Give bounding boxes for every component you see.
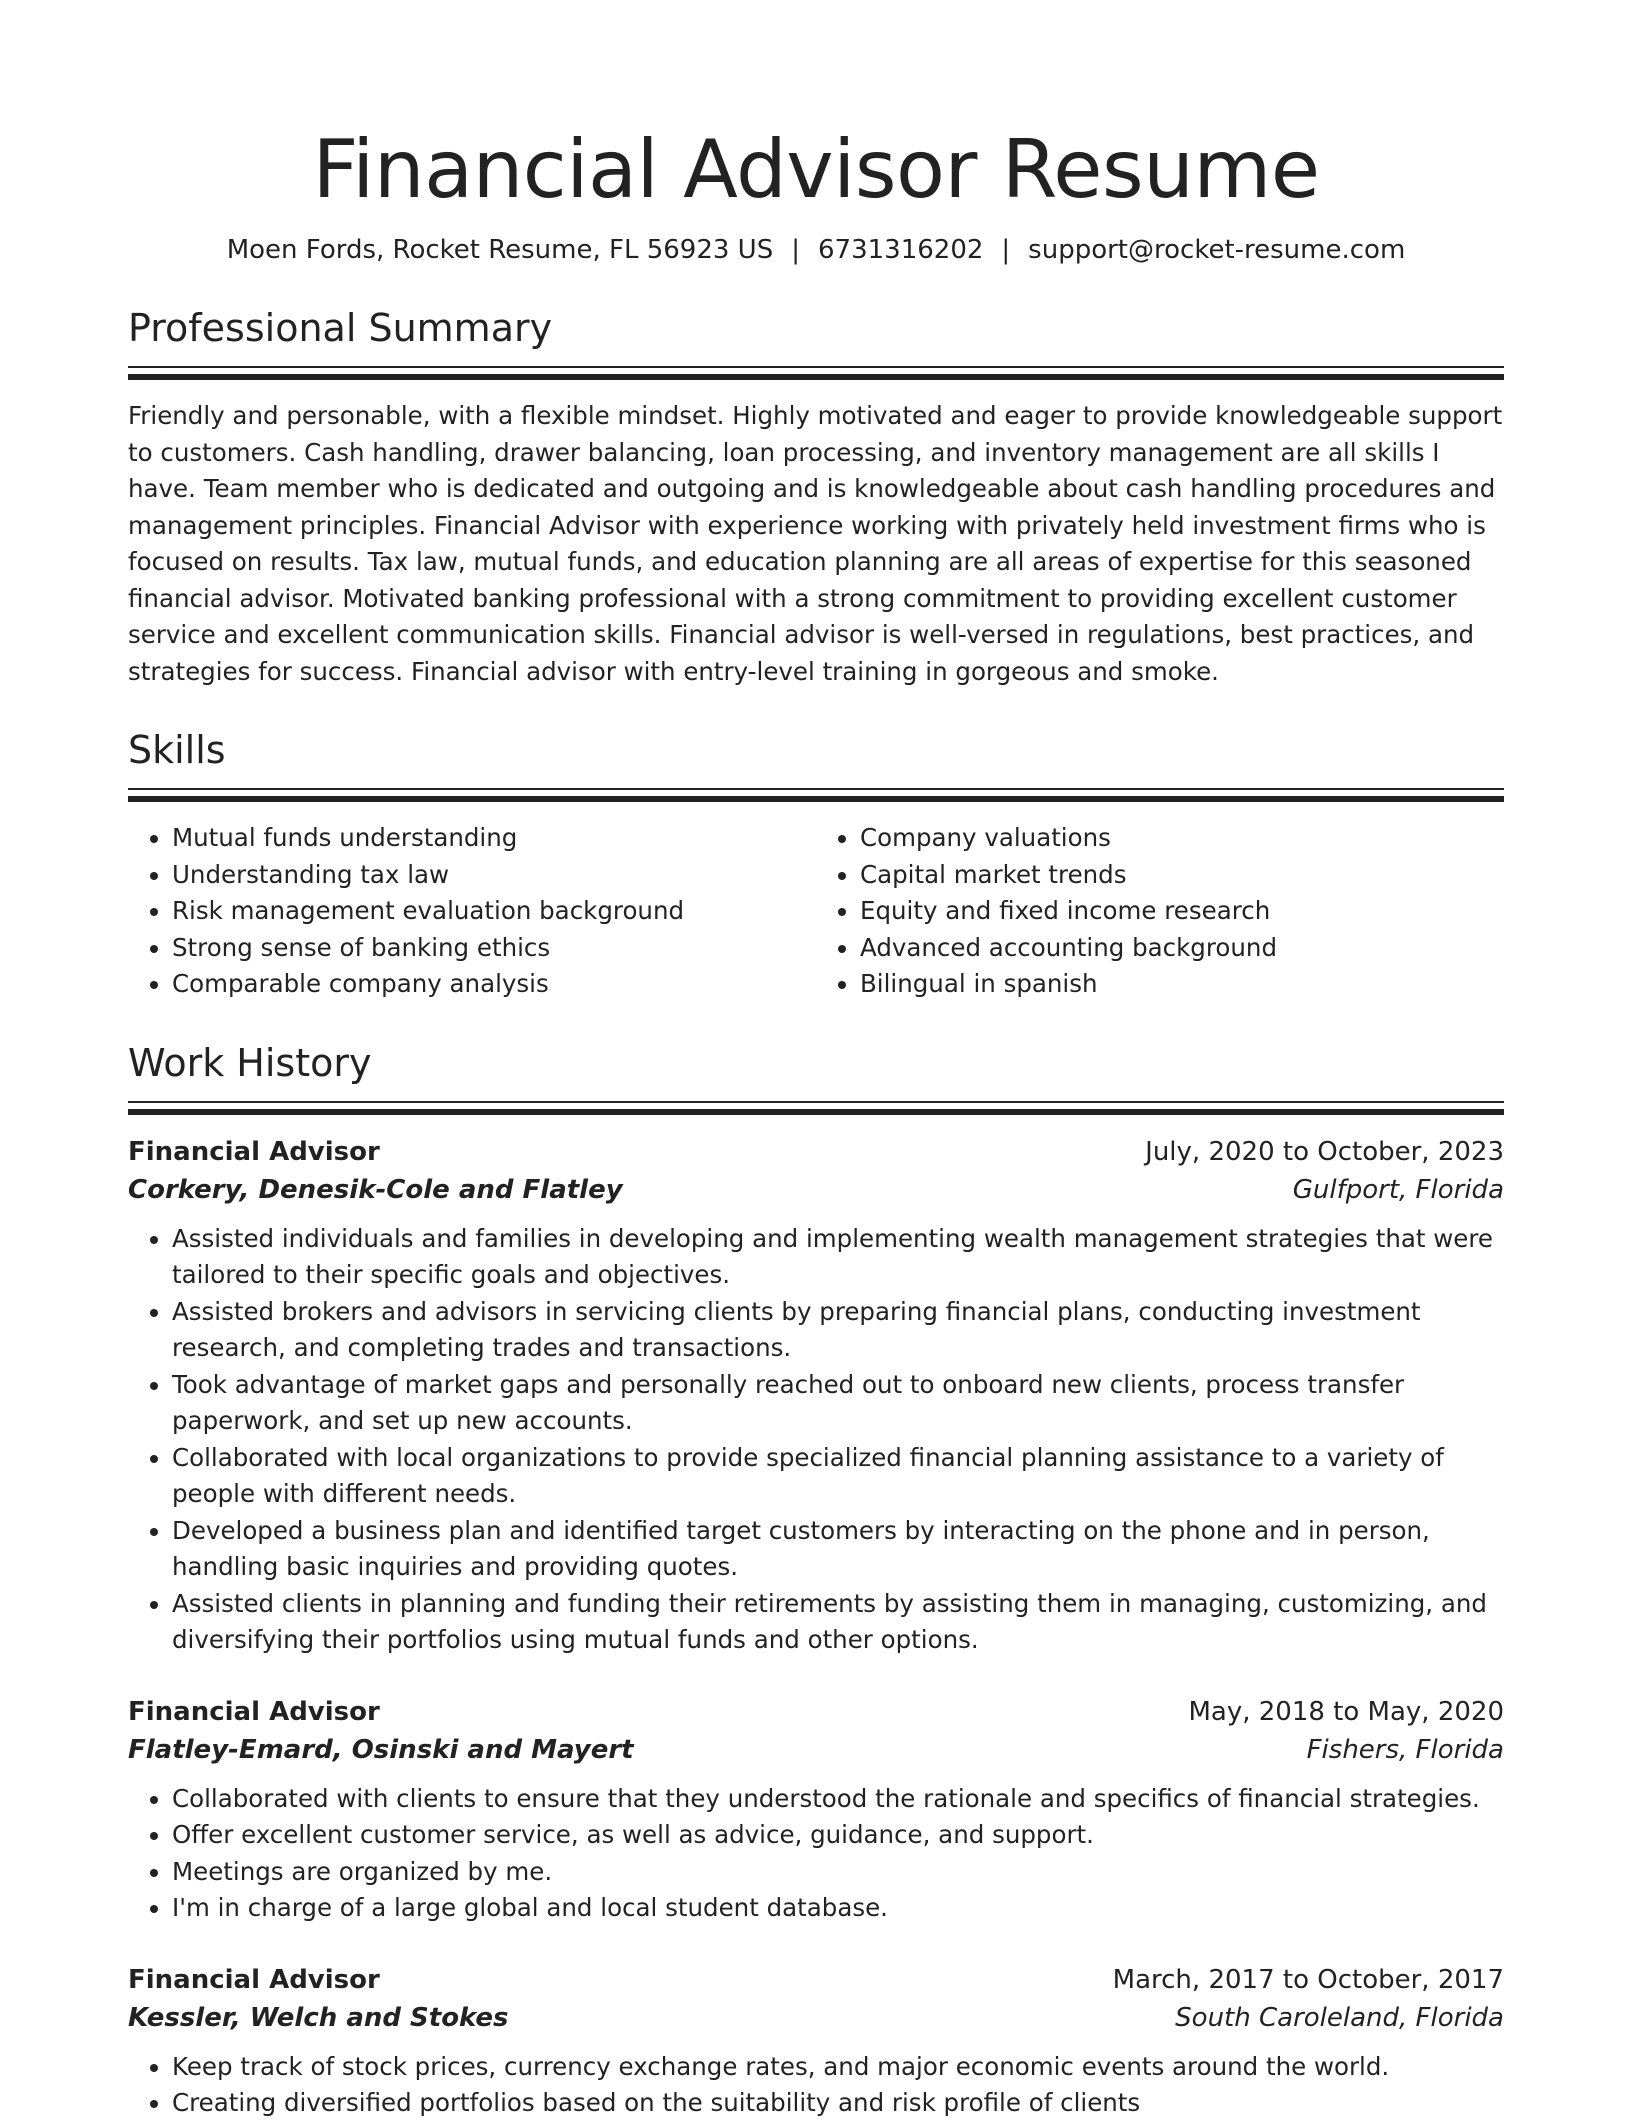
job-duty: • Collaborated with clients to ensure that they understood the rationale and specifics of financial strategies. <box>172 1781 1504 1818</box>
job-dates: July, 2020 to October, 2023 <box>1145 1136 1504 1167</box>
skill-item: • Equity and fixed income research <box>860 893 1504 930</box>
job-dates: March, 2017 to October, 2017 <box>1112 1964 1504 1995</box>
job-title: Financial Advisor <box>128 1696 380 1727</box>
job-company: Flatley-Emard, Osinski and Mayert <box>128 1734 634 1765</box>
job-header <box>128 1961 1504 1999</box>
skills-columns <box>128 820 1504 1003</box>
skills-list-right <box>816 820 1504 1003</box>
contact-address: Moen Fords, Rocket Resume, FL 56923 US <box>226 235 774 265</box>
job-title: Financial Advisor <box>128 1964 380 1995</box>
job-duty: • Assisted individuals and families in developing and implementing wealth management strategies that were tailored to their specific goals and objectives. <box>172 1221 1504 1294</box>
work-history-section <box>128 1039 1504 2122</box>
job-subheader <box>128 1171 1504 1209</box>
job-duty: • Took advantage of market gaps and personally reached out to onboard new clients, process transfer paperwork, and set up new accounts. <box>172 1367 1504 1440</box>
job-entry <box>128 1693 1504 1927</box>
job-header <box>128 1133 1504 1171</box>
section-divider <box>128 1101 1504 1115</box>
section-divider <box>128 788 1504 802</box>
job-duty: • Developed a business plan and identified target customers by interacting on the phone and in person, handling basic inquiries and providing quotes. <box>172 1513 1504 1586</box>
job-duty: • Collaborated with local organizations to provide specialized financial planning assistance to a variety of people with different needs. <box>172 1440 1504 1513</box>
skills-list-left <box>128 820 816 1003</box>
skill-item: • Comparable company analysis <box>172 966 816 1003</box>
skill-item: • Company valuations <box>860 820 1504 857</box>
skill-item: • Capital market trends <box>860 857 1504 894</box>
job-duties <box>128 1781 1504 1927</box>
skill-item: • Risk management evaluation background <box>172 893 816 930</box>
job-location: South Caroleland, Florida <box>1175 2002 1504 2033</box>
job-entry <box>128 1961 1504 2122</box>
contact-line <box>128 232 1504 268</box>
skill-item: • Bilingual in spanish <box>860 966 1504 1003</box>
job-duty: • I'm in charge of a large global and local student database. <box>172 1890 1504 1927</box>
job-subheader <box>128 1731 1504 1769</box>
contact-phone: 6731316202 <box>817 235 984 265</box>
job-duties <box>128 2049 1504 2122</box>
skill-item: • Mutual funds understanding <box>172 820 816 857</box>
job-company: Corkery, Denesik-Cole and Flatley <box>128 1174 623 1205</box>
job-duties <box>128 1221 1504 1659</box>
work-history-heading: Work History <box>128 1040 372 1085</box>
job-location: Fishers, Florida <box>1306 1734 1504 1765</box>
summary-heading: Professional Summary <box>128 306 553 350</box>
job-dates: May, 2018 to May, 2020 <box>1188 1696 1504 1727</box>
skills-heading: Skills <box>128 728 226 772</box>
job-duty: • Creating diversified portfolios based on the suitability and risk profile of clients <box>172 2085 1504 2122</box>
skill-item: • Strong sense of banking ethics <box>172 930 816 967</box>
contact-email: support@rocket-resume.com <box>1028 235 1406 265</box>
job-entry <box>128 1133 1504 1659</box>
skill-item: • Understanding tax law <box>172 857 816 894</box>
summary-text: Friendly and personable, with a flexible mindset. Highly motivated and eager to provide knowledgeable support to customers. Cash handling, drawer balancing, loan processing, and inventory management are all skills I have. Team member who is dedicated and outgoing and is knowledgeable about cash handling procedures and management principles. Financial Advisor with experience working with privately held investment firms who is focused on results. Tax law, mutual funds, and education planning are all areas of expertise for this seasoned financial advisor. Motivated banking professional with a strong commitment to providing excellent customer service and excellent communication skills. Financial advisor is well-versed in regulations, best practices, and strategies for success. Financial advisor with entry-level training in gorgeous and smoke. <box>128 401 1503 686</box>
job-company: Kessler, Welch and Stokes <box>128 2002 509 2033</box>
job-title: Financial Advisor <box>128 1136 380 1167</box>
job-location: Gulfport, Florida <box>1292 1174 1504 1205</box>
skills-section <box>128 726 1504 1003</box>
summary-section <box>128 304 1504 690</box>
contact-separator: | <box>1001 235 1011 265</box>
resume-title: Financial Advisor Resume <box>312 123 1320 216</box>
job-duty: • Assisted clients in planning and funding their retirements by assisting them in managing, customizing, and diversifying their portfolios using mutual funds and other options. <box>172 1586 1504 1659</box>
job-header <box>128 1693 1504 1731</box>
job-subheader <box>128 1999 1504 2037</box>
job-duty: • Meetings are organized by me. <box>172 1854 1504 1891</box>
job-duty: • Keep track of stock prices, currency exchange rates, and major economic events around the world. <box>172 2049 1504 2086</box>
job-duty: • Offer excellent customer service, as well as advice, guidance, and support. <box>172 1817 1504 1854</box>
skill-item: • Advanced accounting background <box>860 930 1504 967</box>
section-divider <box>128 366 1504 380</box>
job-duty: • Assisted brokers and advisors in servicing clients by preparing financial plans, conducting investment research, and completing trades and transactions. <box>172 1294 1504 1367</box>
contact-separator: | <box>791 235 800 265</box>
